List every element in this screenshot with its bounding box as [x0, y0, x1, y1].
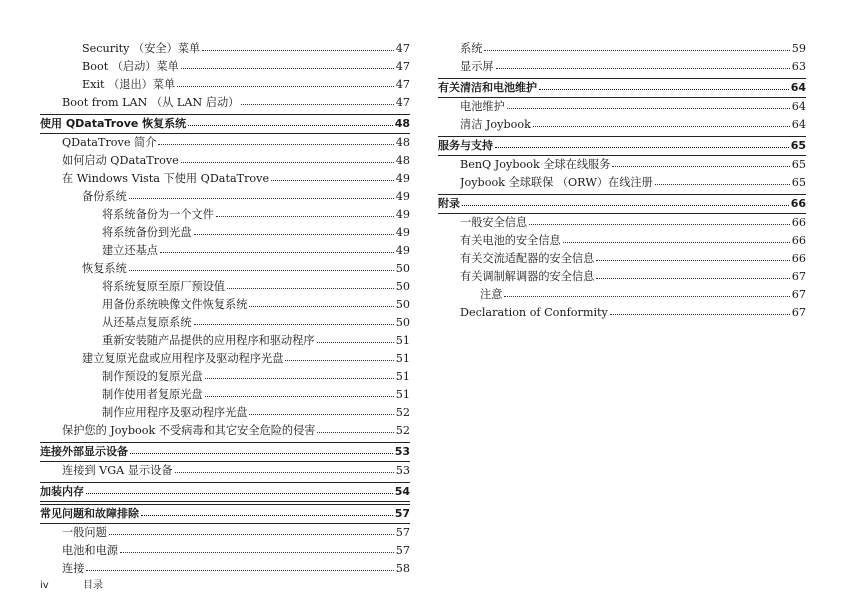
- toc-entry-page: 65: [790, 139, 806, 152]
- dot-leader: [109, 533, 394, 535]
- dot-leader: [596, 277, 789, 279]
- toc-entry-page: 67: [791, 306, 806, 319]
- toc-entry-title: 系统: [460, 42, 483, 55]
- toc-entry-title: 有关电池的安全信息: [460, 234, 561, 247]
- toc-entry[interactable]: [40, 422, 410, 440]
- toc-entry-title: 连接: [62, 562, 85, 575]
- toc-entry-title: 使用 QDataTrove 恢复系统: [40, 117, 187, 130]
- dot-leader: [241, 103, 393, 105]
- toc-entry[interactable]: [40, 386, 410, 404]
- toc-left-column: [40, 40, 410, 578]
- dot-leader: [249, 413, 393, 415]
- toc-section-heading[interactable]: [40, 505, 410, 523]
- toc-entry-page: 57: [395, 526, 410, 539]
- dot-leader: [317, 431, 393, 433]
- toc-entry[interactable]: [438, 214, 806, 232]
- footer-label: 目录: [83, 580, 103, 591]
- dot-leader: [86, 569, 393, 571]
- toc-entry-page: 66: [791, 252, 806, 265]
- toc-entry-title: 附录: [438, 197, 460, 210]
- dot-leader: [285, 359, 393, 361]
- toc-section-heading[interactable]: [40, 443, 410, 461]
- toc-entry-title: 建立复原光盘或应用程序及驱动程序光盘: [82, 352, 284, 365]
- toc-entry[interactable]: [40, 296, 410, 314]
- toc-entry-page: 64: [790, 81, 806, 94]
- toc-entry-page: 58: [395, 562, 410, 575]
- toc-section-heading[interactable]: [40, 483, 410, 501]
- toc-entry-title: 一般安全信息: [460, 216, 528, 229]
- toc-entry-title: 将系统备份到光盘: [102, 226, 192, 239]
- toc-entry-page: 49: [395, 226, 410, 239]
- toc-entry-page: 52: [395, 406, 410, 419]
- toc-entry-title: 有关调制解调器的安全信息: [460, 270, 595, 283]
- dot-leader: [205, 377, 394, 379]
- dot-leader: [86, 492, 393, 494]
- toc-entry-title: Joybook 全球联保 （ORW）在线注册: [460, 176, 653, 189]
- toc-entry-page: 64: [791, 118, 806, 131]
- dot-leader: [462, 204, 789, 206]
- toc-entry[interactable]: [438, 286, 806, 304]
- toc-entry-page: 50: [395, 298, 410, 311]
- dot-leader: [495, 146, 789, 148]
- toc-entry[interactable]: [40, 152, 410, 170]
- toc-entry-page: 52: [395, 424, 410, 437]
- toc-entry[interactable]: [438, 232, 806, 250]
- toc-entry-page: 48: [395, 154, 410, 167]
- toc-entry-title: Security （安全）菜单: [82, 42, 201, 55]
- toc-entry[interactable]: [40, 368, 410, 386]
- toc-entry-title: 连接到 VGA 显示设备: [62, 464, 173, 477]
- toc-entry-title: 恢复系统: [82, 262, 127, 275]
- toc-entry-page: 57: [394, 507, 410, 520]
- dot-leader: [194, 323, 394, 325]
- toc-entry-title: 制作预设的复原光盘: [102, 370, 203, 383]
- dot-leader: [175, 471, 394, 473]
- toc-entry[interactable]: [40, 278, 410, 296]
- toc-entry[interactable]: [438, 98, 806, 116]
- toc-entry-page: 51: [395, 388, 410, 401]
- toc-entry-page: 49: [395, 244, 410, 257]
- toc-entry-page: 49: [395, 190, 410, 203]
- dot-leader: [533, 125, 790, 127]
- toc-entry-page: 49: [395, 208, 410, 221]
- dot-leader: [539, 88, 789, 90]
- toc-entry[interactable]: [40, 314, 410, 332]
- toc-entry-page: 47: [395, 96, 410, 109]
- dot-leader: [612, 165, 789, 167]
- dot-leader: [227, 287, 394, 289]
- toc-entry[interactable]: [438, 268, 806, 286]
- toc-entry-title: 加装内存: [40, 485, 84, 498]
- toc-entry-page: 50: [395, 280, 410, 293]
- dot-leader: [188, 124, 393, 126]
- dot-leader: [655, 183, 790, 185]
- toc-entry[interactable]: [40, 224, 410, 242]
- dot-leader: [484, 49, 789, 51]
- toc-entry-page: 50: [395, 262, 410, 275]
- toc-entry-page: 64: [791, 100, 806, 113]
- toc-entry-page: 47: [395, 78, 410, 91]
- toc-entry[interactable]: [438, 116, 806, 134]
- dot-leader: [504, 295, 789, 297]
- toc-entry-page: 51: [395, 370, 410, 383]
- toc-entry-title: 电池维护: [460, 100, 505, 113]
- dot-leader: [205, 395, 394, 397]
- dot-leader: [158, 143, 393, 145]
- toc-entry[interactable]: [438, 174, 806, 192]
- dot-leader: [596, 259, 789, 261]
- toc-section-heading[interactable]: [438, 79, 806, 97]
- toc-entry-title: BenQ Joybook 全球在线服务: [460, 158, 611, 171]
- toc-entry[interactable]: [40, 58, 410, 76]
- toc-entry-page: 67: [791, 288, 806, 301]
- toc-entry-page: 49: [395, 172, 410, 185]
- toc-entry-title: Boot （启动）菜单: [82, 60, 179, 73]
- page-number: iv: [40, 580, 49, 591]
- toc-entry-page: 51: [395, 352, 410, 365]
- toc-entry[interactable]: [40, 462, 410, 480]
- toc-entry-title: 备份系统: [82, 190, 127, 203]
- toc-entry-title: 在 Windows Vista 下使用 QDataTrove: [62, 172, 270, 185]
- toc-entry-page: 48: [394, 117, 410, 130]
- toc-entry[interactable]: [438, 58, 806, 76]
- dot-leader: [129, 269, 394, 271]
- toc-entry-title: 连接外部显示设备: [40, 445, 128, 458]
- toc-entry-page: 66: [791, 216, 806, 229]
- toc-entry[interactable]: [40, 134, 410, 152]
- toc-entry-title: 常见问题和故障排除: [40, 507, 139, 520]
- dot-leader: [129, 197, 394, 199]
- toc-entry-title: Exit （退出）菜单: [82, 78, 176, 91]
- toc-entry-page: 67: [791, 270, 806, 283]
- toc-entry-page: 53: [394, 445, 410, 458]
- toc-entry-page: 63: [791, 60, 806, 73]
- toc-entry[interactable]: [40, 524, 410, 542]
- dot-leader: [610, 313, 790, 315]
- toc-entry-page: 57: [395, 544, 410, 557]
- toc-entry-title: 有关清洁和电池维护: [438, 81, 537, 94]
- toc-entry-title: 注意: [480, 288, 503, 301]
- toc-entry-title: 用备份系统映像文件恢复系统: [102, 298, 248, 311]
- toc-entry[interactable]: [40, 404, 410, 422]
- toc-entry-page: 54: [394, 485, 410, 498]
- toc-entry[interactable]: [40, 206, 410, 224]
- toc-entry-title: 保护您的 Joybook 不受病毒和其它安全危险的侵害: [62, 424, 316, 437]
- toc-entry-page: 51: [395, 334, 410, 347]
- dot-leader: [130, 452, 393, 454]
- dot-leader: [507, 107, 790, 109]
- toc-entry-title: 制作应用程序及驱动程序光盘: [102, 406, 248, 419]
- toc-entry[interactable]: [438, 40, 806, 58]
- toc-entry[interactable]: [438, 304, 806, 322]
- toc-entry-title: 将系统复原至原厂预设值: [102, 280, 226, 293]
- dot-leader: [120, 551, 394, 553]
- dot-leader: [181, 161, 394, 163]
- dot-leader: [249, 305, 393, 307]
- toc-entry[interactable]: [40, 76, 410, 94]
- toc-entry[interactable]: [40, 332, 410, 350]
- toc-entry-page: 65: [791, 158, 806, 171]
- toc-entry[interactable]: [40, 188, 410, 206]
- dot-leader: [271, 179, 394, 181]
- toc-entry-title: 如何启动 QDataTrove: [62, 154, 179, 167]
- toc-entry-title: 电池和电源: [62, 544, 118, 557]
- toc-entry-page: 66: [791, 234, 806, 247]
- toc-entry[interactable]: [40, 542, 410, 560]
- dot-leader: [496, 67, 790, 69]
- dot-leader: [141, 514, 393, 516]
- toc-section-heading[interactable]: [438, 195, 806, 213]
- toc-entry-title: 将系统备份为一个文件: [102, 208, 214, 221]
- toc-entry-page: 48: [395, 136, 410, 149]
- dot-leader: [202, 49, 394, 51]
- toc-entry-page: 53: [395, 464, 410, 477]
- toc-entry-title: Declaration of Conformity: [460, 306, 608, 319]
- toc-entry-page: 66: [790, 197, 806, 210]
- toc-entry-page: 47: [395, 60, 410, 73]
- page-footer: [40, 576, 103, 591]
- toc-entry-title: 清洁 Joybook: [460, 118, 531, 131]
- toc-entry-title: 建立还基点: [102, 244, 158, 257]
- dot-leader: [181, 67, 394, 69]
- toc-entry-title: Boot from LAN （从 LAN 启动）: [62, 96, 240, 109]
- toc-section-heading[interactable]: [40, 115, 410, 133]
- toc-entry-page: 59: [791, 42, 806, 55]
- toc-entry-title: 从还基点复原系统: [102, 316, 192, 329]
- dot-leader: [563, 241, 790, 243]
- toc-right-column: [438, 40, 806, 322]
- toc-entry[interactable]: [40, 242, 410, 260]
- dot-leader: [317, 341, 394, 343]
- toc-entry[interactable]: [438, 250, 806, 268]
- dot-leader: [529, 223, 790, 225]
- dot-leader: [160, 251, 394, 253]
- dot-leader: [177, 85, 394, 87]
- section-rule: [40, 501, 410, 502]
- toc-entry-page: 65: [791, 176, 806, 189]
- toc-entry[interactable]: [40, 260, 410, 278]
- toc-entry[interactable]: [40, 40, 410, 58]
- dot-leader: [194, 233, 394, 235]
- toc-entry[interactable]: [40, 350, 410, 368]
- toc-entry-title: 重新安装随产品提供的应用程序和驱动程序: [102, 334, 315, 347]
- toc-entry-title: 制作使用者复原光盘: [102, 388, 203, 401]
- toc-section-heading[interactable]: [438, 137, 806, 155]
- toc-entry-title: 有关交流适配器的安全信息: [460, 252, 595, 265]
- toc-entry[interactable]: [40, 94, 410, 112]
- toc-entry-page: 47: [395, 42, 410, 55]
- toc-entry-title: 一般问题: [62, 526, 107, 539]
- toc-entry[interactable]: [40, 170, 410, 188]
- toc-entry-title: 服务与支持: [438, 139, 493, 152]
- toc-entry-title: 显示屏: [460, 60, 494, 73]
- toc-entry-page: 50: [395, 316, 410, 329]
- toc-entry[interactable]: [438, 156, 806, 174]
- dot-leader: [216, 215, 394, 217]
- toc-entry-title: QDataTrove 简介: [62, 136, 157, 149]
